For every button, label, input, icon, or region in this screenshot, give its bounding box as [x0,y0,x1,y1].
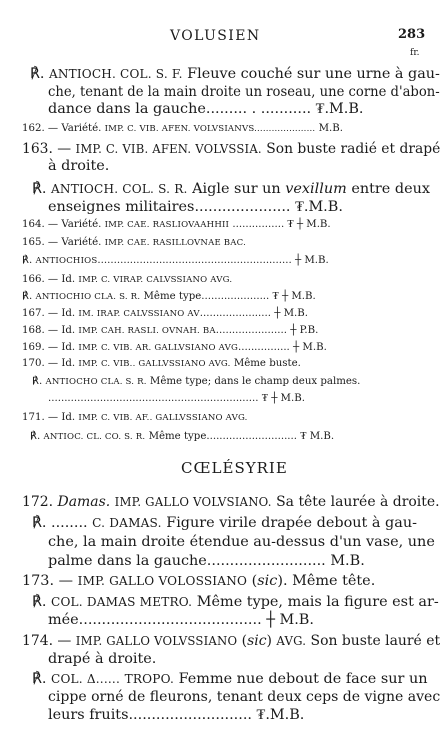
line-text: 171. — Id. [22,412,79,423]
line-text: che, tenant de la main droite un roseau, une corne d'abon- [48,84,440,100]
line-text: che, la main droite étendue au-dessus d'un vase, une [48,534,435,550]
line-text: 169. — Id. [22,342,79,353]
text-line [48,534,435,550]
text-line [22,340,327,356]
legend-text: IMP. CAH. RASLI. OVNAH. BA [78,326,216,336]
italic-text: Damas. [57,494,111,510]
legend-text: IMP. C. VIB.. GALLVSSIANO AVG. [78,359,231,369]
text-line [48,651,156,667]
line-text: Même type............................ ₮ M.B. [145,431,335,442]
line-text: 164. — Variété. [22,219,105,230]
legend-text: ANTIOCHIO CLA. S. R. [35,292,141,302]
page-number-note: fr. [410,48,420,58]
text-line [22,633,440,649]
legend-text: TROPO. [124,672,175,686]
text-line [30,66,440,82]
line-text: 165. — Variété. [22,237,105,248]
line-text: ................ ┼ M.B. [237,342,327,353]
legend-text: IMP. C. VIB. AFEN. VOLVSSIA. [75,142,262,156]
legend-text: IMP. C. VIB. AR. GALLVSIANO AVG [78,343,238,353]
line-text: ............................................................ ┼ M.B. [97,255,329,266]
section-title: CŒLÉSYRIE [181,459,288,477]
legend-text: IM. IRAP. CALVSSIANO AV [78,309,200,319]
line-text: 166. — Id. [22,274,79,285]
line-text: palme dans la gauche.......................... M.B. [48,553,365,569]
italic-text: sic [247,633,267,649]
line-text: ℟. ........ [32,515,93,531]
italic-text: sic [257,573,278,589]
line-text: 168. — Id. [22,325,79,336]
text-line [32,594,439,610]
line-text: Même type; dans le champ deux palmes. [146,376,361,387]
legend-text: IMP. CAE. RASLIOVAAHHII [104,220,230,230]
text-line [22,410,248,426]
text-line [48,689,440,705]
text-line [22,494,440,510]
line-text: ( [247,573,258,589]
line-text: drapé à droite. [48,651,157,667]
running-header-title: VOLUSIEN [170,28,261,44]
line-text: à droite. [48,158,110,174]
line-text: ℟. [30,66,49,82]
legend-text: ANTIOCH. COL. S. F. [48,67,183,81]
line-text: Fleuve couché sur une urne à gau- [182,66,440,82]
legend-text: IMP. C. VIB. AF.. GALLVSSIANO AVG. [78,413,248,423]
line-text: Même buste. [230,358,301,369]
text-line [48,612,314,628]
text-line [30,429,334,445]
legend-text: ANTIOCH. COL. S. R. [51,182,188,196]
legend-text: IMP. GALLO VOLVSIANO. [114,495,272,509]
legend-text: COL. DAMAS METRO. [51,595,193,609]
text-line [32,671,428,687]
legend-text: ANTIOC. CL. CO. S. R. [43,432,146,442]
line-text: Aigle sur un [187,181,286,197]
line-text: leurs fruits........................... ₮.M.B. [48,707,305,723]
line-text: dance dans la gauche......... . ........... ₮.M.B. [48,101,364,117]
text-line [22,217,331,233]
line-text: mée........................................ ┼ M.B. [48,612,314,628]
line-text: ...................... ┼ M.B. [199,308,308,319]
line-text: enseignes militaires..................... ₮.M.B. [48,199,343,215]
text-line [22,356,301,372]
text-line [48,84,440,100]
line-text: ℟. [32,181,51,197]
legend-text: ANTIOCHO CLA. S. R. [45,377,147,387]
text-line [22,121,343,137]
line-text: ℟. [30,431,44,442]
legend-text: IMP. GALLO VOLOSSIANO [77,574,248,588]
line-text: Même type, mais la figure est ar- [192,594,439,610]
legend-text: C. DAMAS. [92,516,162,530]
text-line [32,515,417,531]
legend-text: IMP. C. VIRAP. CALVSSIANO AVG. [78,275,233,285]
legend-text: ANTIOCHIOS [35,256,98,266]
line-text: Sa tête laurée à droite. [271,494,440,510]
line-text: ( [237,633,248,649]
line-text: ) [266,633,277,649]
text-line [22,573,375,589]
text-line [22,235,246,251]
legend-text: COL. Δ...... [51,672,121,686]
text-line [48,707,304,723]
line-text: ℟. [32,594,51,610]
text-line [22,289,316,305]
line-text: Son buste lauré et [306,633,441,649]
text-line [32,374,360,390]
line-text: 162. — Variété. [22,123,105,134]
text-line [22,141,440,157]
line-text: ...................... ┼ P.B. [215,325,319,336]
line-text: ................ ₮ ┼ M.B. [229,219,331,230]
line-text: ). Même tête. [277,573,376,589]
line-text: 170. — Id. [22,358,79,369]
text-line [22,253,329,269]
line-text: Figure virile drapée debout à gau- [161,515,417,531]
line-text: 163. — [22,141,76,157]
text-line [22,323,318,339]
line-text: 167. — Id. [22,308,79,319]
text-line [48,553,365,569]
line-text: cippe orné de fleurons, tenant deux ceps de vigne avec [48,689,441,705]
text-line [22,272,232,288]
line-text: entre deux [346,181,430,197]
legend-text: IMP. C. VIB. AFEN. VOLVSIANVS..................... [104,124,316,134]
legend-text: AVG. [276,634,307,648]
italic-text: vexillum [285,181,347,197]
line-text: 172. [22,494,58,510]
legend-text: IMP. GALLO VOLVSSIANO [75,634,238,648]
line-text: ℟. [22,291,36,302]
line-text: ℟. [32,376,46,387]
text-line [48,199,343,215]
line-text: Femme nue debout de face sur un [174,671,428,687]
text-line [48,391,305,407]
line-text: ℟. [32,671,51,687]
line-text: 173. — [22,573,78,589]
page-number: 283 [398,27,426,42]
line-text: Son buste radié et drapé [261,141,441,157]
text-line [32,181,430,197]
legend-text: IMP. CAE. RASILLOVNAE BAC. [104,238,247,248]
text-line [48,101,364,117]
text-line [48,158,109,174]
line-text: M.B. [315,123,343,134]
line-text: ................................................................. ₮ ┼ M.B. [48,393,305,404]
text-line [22,306,308,322]
line-text: Même type..................... ₮ ┼ M.B. [140,291,316,302]
line-text: 174. — [22,633,76,649]
line-text: ℟. [22,255,36,266]
